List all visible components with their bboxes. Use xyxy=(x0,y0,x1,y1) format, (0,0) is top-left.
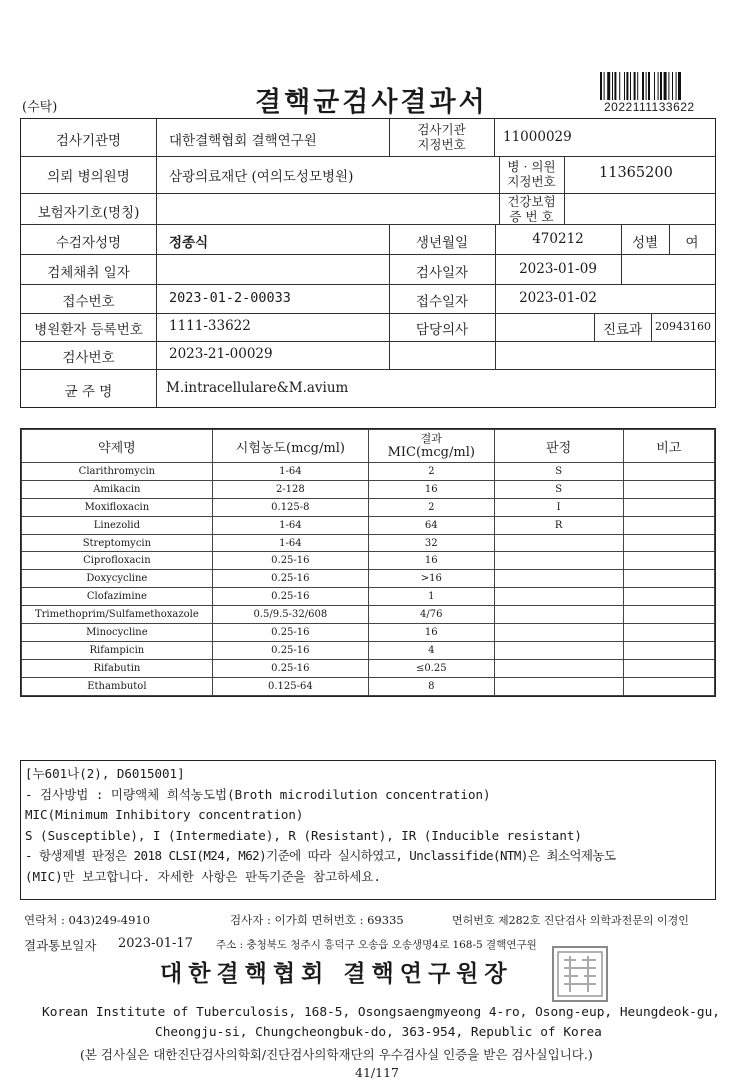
cell-mic: >16 xyxy=(368,570,494,588)
cell-mic: 32 xyxy=(368,534,494,552)
cell-remarks xyxy=(623,498,714,516)
cell-mic: 1 xyxy=(368,588,494,606)
cell-conc: 0.5/9.5-32/608 xyxy=(212,606,368,624)
cell-judge xyxy=(494,677,623,695)
drug-table xyxy=(20,428,716,697)
cell-remarks xyxy=(623,480,714,498)
label-sex: 성별 xyxy=(631,235,659,251)
note-line: - 검사방법 : 미량액체 희석농도법(Broth microdilution concentration) xyxy=(25,786,491,802)
english-address-line2: Cheongju-si, Chungcheongbuk-do, 363-954, Republic of Korea xyxy=(155,1025,602,1040)
barcode-number: 2022111133622 xyxy=(604,100,695,114)
label-lab-name: 검사기관명 xyxy=(55,133,122,149)
header-drug: 약제명 xyxy=(22,430,213,463)
cell-drug: Trimethoprim/Sulfamethoxazole xyxy=(22,606,213,624)
header-conc: 시험농도(mcg/ml) xyxy=(212,430,368,463)
label-patient-name: 수검자성명 xyxy=(55,235,122,251)
value-test-no: 2023-21-00029 xyxy=(169,346,273,362)
cell-remarks xyxy=(623,463,714,481)
cell-judge xyxy=(494,624,623,642)
value-department: 20943160 xyxy=(655,320,711,333)
table-row xyxy=(22,606,715,624)
table-row xyxy=(22,659,715,677)
note-line: [누601나(2), D6015001] xyxy=(25,766,185,781)
cell-conc: 0.25-16 xyxy=(212,552,368,570)
table-row xyxy=(22,570,715,588)
value-birthdate: 470212 xyxy=(532,231,584,247)
cell-judge xyxy=(494,534,623,552)
header-mic: 결과 MIC(mcg/ml) xyxy=(368,430,494,463)
value-sex: 여 xyxy=(685,235,699,251)
cell-conc: 0.25-16 xyxy=(212,624,368,642)
cell-judge xyxy=(494,641,623,659)
header-remarks: 비고 xyxy=(623,430,714,463)
cell-drug: Doxycycline xyxy=(22,570,213,588)
table-row xyxy=(22,641,715,659)
cell-conc: 1-64 xyxy=(212,516,368,534)
table-row xyxy=(22,677,715,695)
cell-remarks xyxy=(623,677,714,695)
cell-conc: 0.125-8 xyxy=(212,498,368,516)
cell-drug: Clarithromycin xyxy=(22,463,213,481)
cell-remarks xyxy=(623,552,714,570)
cell-judge xyxy=(494,570,623,588)
cell-judge: R xyxy=(494,516,623,534)
cell-mic: 2 xyxy=(368,463,494,481)
cell-conc: 0.125-64 xyxy=(212,677,368,695)
header-judgement: 판정 xyxy=(494,430,623,463)
cell-conc: 1-64 xyxy=(212,534,368,552)
cell-remarks xyxy=(623,624,714,642)
note-line: (MIC)만 보고합니다. 자세한 사항은 판독기준을 참고하세요. xyxy=(25,868,381,884)
cell-remarks xyxy=(623,588,714,606)
institute-director: 대한결핵협회 결핵연구원장 xyxy=(160,961,513,987)
label-patient-id: 병원환자 등록번호 xyxy=(34,322,143,338)
note-line: - 항생제별 판정은 2018 CLSI(M24, M62)기준에 따라 실시하였고, Unclassifide(NTM)은 최소억제농도 xyxy=(25,848,616,863)
label-test-no: 검사번호 xyxy=(62,350,115,366)
cell-mic: 2 xyxy=(368,498,494,516)
cell-remarks xyxy=(623,641,714,659)
label-receipt-no: 접수번호 xyxy=(62,294,115,310)
contact-phone: 연락처 : 043)249-4910 xyxy=(24,913,151,927)
cell-mic: 16 xyxy=(368,624,494,642)
copy-label: (수탁) xyxy=(22,100,58,115)
table-row xyxy=(22,480,715,498)
label-insurance-no: 건강보험 증 번 호 xyxy=(507,194,556,224)
cell-drug: Amikacin xyxy=(22,480,213,498)
value-hospital: 삼광의료재단 (여의도성모병원) xyxy=(169,169,354,185)
cell-remarks xyxy=(623,570,714,588)
cell-judge xyxy=(494,606,623,624)
cell-mic: 4 xyxy=(368,641,494,659)
table-row xyxy=(22,463,715,481)
label-doctor: 담당의사 xyxy=(415,322,469,338)
label-lab-code: 검사기관 지정번호 xyxy=(417,122,466,152)
value-lab-name: 대한결핵협회 결핵연구원 xyxy=(169,133,317,149)
cell-mic: 16 xyxy=(368,552,494,570)
value-lab-code: 11000029 xyxy=(503,129,572,145)
label-test-date: 검사일자 xyxy=(415,265,469,281)
note-line: S (Susceptible), I (Intermediate), R (Resistant), IR (Inducible resistant) xyxy=(25,827,582,843)
label-receipt-date: 접수일자 xyxy=(415,294,469,310)
value-test-date: 2023-01-09 xyxy=(519,261,597,277)
cell-drug: Clofazimine xyxy=(22,588,213,606)
cell-remarks xyxy=(623,659,714,677)
table-row xyxy=(22,552,715,570)
cell-judge xyxy=(494,552,623,570)
table-row xyxy=(22,624,715,642)
value-patient-id: 1111-33622 xyxy=(169,318,251,334)
table-row xyxy=(22,498,715,516)
label-hospital-code: 병 · 의원 지정번호 xyxy=(507,159,556,189)
cell-conc: 1-64 xyxy=(212,463,368,481)
physician-license: 면허번호 제282호 진단검사 의학과전문의 이경인 xyxy=(452,914,689,927)
cell-judge: S xyxy=(494,463,623,481)
cell-remarks xyxy=(623,534,714,552)
certification-note: (본 검사실은 대한진단검사의학회/진단검사의학재단의 우수검사실 인증을 받은 검사실입니다.) xyxy=(80,1047,593,1062)
cell-mic: ≤0.25 xyxy=(368,659,494,677)
cell-judge: S xyxy=(494,480,623,498)
cell-mic: 8 xyxy=(368,677,494,695)
address: 주소 : 충청북도 청주시 흥덕구 오송읍 오송생명4로 168-5 결핵연구원 xyxy=(216,939,537,951)
drug-table-header xyxy=(22,430,715,463)
cell-conc: 0.25-16 xyxy=(212,641,368,659)
label-collection-date: 검체채취 일자 xyxy=(47,265,130,281)
value-receipt-no: 2023-01-2-00033 xyxy=(169,290,291,306)
cell-remarks xyxy=(623,516,714,534)
label-birthdate: 생년월일 xyxy=(415,235,469,251)
cell-conc: 0.25-16 xyxy=(212,570,368,588)
report-date-label: 결과통보일자 xyxy=(24,938,97,953)
cell-remarks xyxy=(623,606,714,624)
report-date: 2023-01-17 xyxy=(118,936,193,951)
cell-drug: Linezolid xyxy=(22,516,213,534)
cell-mic: 16 xyxy=(368,480,494,498)
label-department: 진료과 xyxy=(602,322,643,338)
cell-conc: 2-128 xyxy=(212,480,368,498)
label-hospital: 의뢰 병의원명 xyxy=(47,169,130,185)
cell-judge: I xyxy=(494,498,623,516)
cell-conc: 0.25-16 xyxy=(212,588,368,606)
page-title: 결핵균검사결과서 xyxy=(255,87,488,118)
official-seal-icon xyxy=(552,946,608,1002)
value-strain: M.intracellulare&M.avium xyxy=(166,380,349,396)
label-strain: 균 주 명 xyxy=(64,384,113,400)
english-address-line1: Korean Institute of Tuberculosis, 168-5, Osongsaengmyeong 4-ro, Osong-eup, Heungdeok-gu, xyxy=(42,1005,720,1020)
label-insurer: 보험자기호(명칭) xyxy=(37,205,140,221)
cell-drug: Streptomycin xyxy=(22,534,213,552)
cell-drug: Moxifloxacin xyxy=(22,498,213,516)
value-receipt-date: 2023-01-02 xyxy=(519,290,597,306)
cell-drug: Ciprofloxacin xyxy=(22,552,213,570)
cell-conc: 0.25-16 xyxy=(212,659,368,677)
cell-judge xyxy=(494,588,623,606)
note-line: MIC(Minimum Inhibitory concentration) xyxy=(25,807,304,822)
patient-info-grid xyxy=(20,118,716,408)
cell-drug: Minocycline xyxy=(22,624,213,642)
cell-drug: Rifabutin xyxy=(22,659,213,677)
value-hospital-code: 11365200 xyxy=(599,165,673,181)
table-row xyxy=(22,534,715,552)
cell-judge xyxy=(494,659,623,677)
cell-drug: Ethambutol xyxy=(22,677,213,695)
barcode xyxy=(600,72,710,100)
examiner: 검사자 : 이가희 면허번호 : 69335 xyxy=(230,913,404,927)
cell-mic: 4/76 xyxy=(368,606,494,624)
table-row xyxy=(22,588,715,606)
cell-mic: 64 xyxy=(368,516,494,534)
page-number: 41/117 xyxy=(355,1065,399,1080)
cell-drug: Rifampicin xyxy=(22,641,213,659)
value-patient-name: 정종식 xyxy=(169,235,209,251)
method-notes xyxy=(20,760,716,900)
table-row xyxy=(22,516,715,534)
